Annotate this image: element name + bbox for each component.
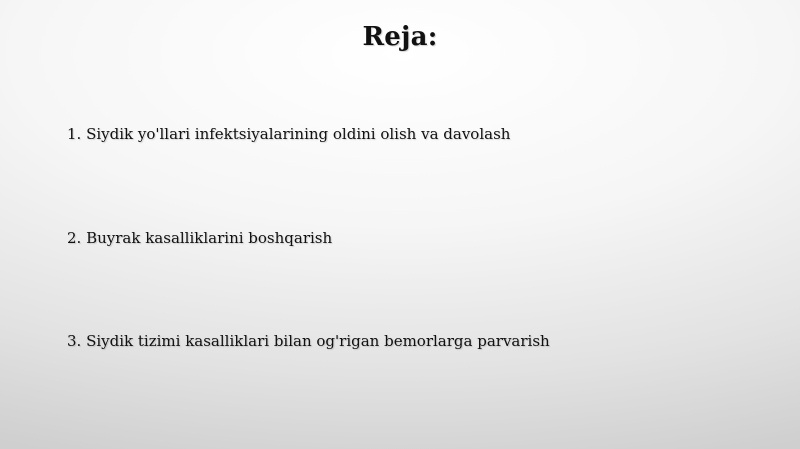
plan-item-3: 3. Siydik tizimi kasalliklari bilan og'rigan bemorlarga parvarish	[67, 332, 550, 350]
plan-item-2: 2. Buyrak kasalliklarini boshqarish	[67, 229, 333, 247]
slide-title: Reja:	[362, 22, 438, 52]
plan-item-1: 1. Siydik yo'llari infektsiyalarining oldini olish va davolash	[67, 125, 511, 143]
